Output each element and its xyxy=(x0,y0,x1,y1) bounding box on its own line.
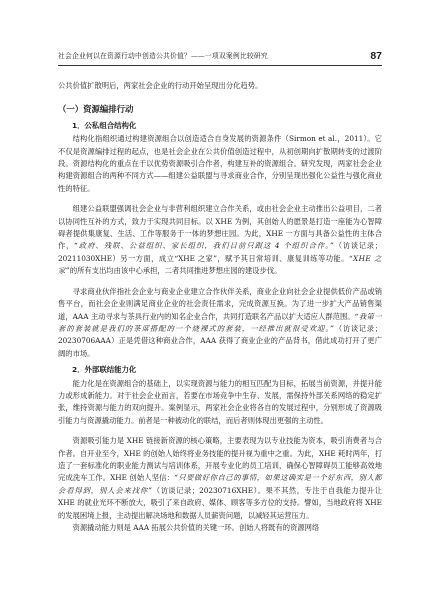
interview-quote: “我第一套的套装就是我们的茶席搭配的一个烧裸式的套装，一经推出就很受欢迎。” xyxy=(58,311,382,333)
paragraph-text: （访谈记录；20211030XHE）另一方面，成立“XHE 之家”，赋予其日常培训、康复训练等功能。 xyxy=(58,241,383,263)
paragraph-business-partner xyxy=(58,286,382,360)
subsection-heading-1: 1．公私组合结构化 xyxy=(72,120,137,130)
subsection-heading-2: 2．外部联结能力化 xyxy=(72,365,137,375)
paragraph-structuring: 结构化指组织通过构建资源组合以创造适合自身发展的资源条件（Sirmon et al.，2011）。它不仅是资源编排过程的起点，也是社会企业在公共价值创造过程中，从初创期向扩散期转变的过渡阶段。资源结构化的重点在于以优势资源吸引合作者，构建互补的资源组合。研究发现，两家社会企业构建资源组合的两种不同方式——组建公益联盟与寻求商业合作，分别呈现出强化公益性与强化商业性的特征。 xyxy=(58,134,382,193)
paragraph-continuation: 公共价值扩散明后，两家社会企业的行动开始呈现出分化趋势。 xyxy=(58,81,263,91)
interview-quote: “只要做好你自己的事情，如果这确实是一个好东西，别人都会看得到，别人会来找你” xyxy=(58,473,382,495)
interview-quote: “政府、残联、公益组织、家长组织，我们目前只跟这 4 个组织合作。” xyxy=(73,241,335,251)
paragraph-capability: 能力化是在资源组合的基础上，以实现资源与能力的相互匹配为目标，拓展当前资源，并提升能力或形成新能力。对于社会企业而言，若要在市场竞争中生存、发展，需保持外部关系网络的稳定扩张，维持资源与能力的双向提升。案例显示，两家社会企业将各自的发展过程中，分别形成了资源吸引能力与资源撬动能力。前者是一种被动化的联结，而后者则体现出更强的主动性。 xyxy=(58,378,382,425)
paragraph-text: 的所有支出均由该中心承担，二者共同推进梦想庄园的建设步伐。 xyxy=(69,266,282,276)
paragraph-text: （访谈记录；20230716XHE）。果不其然，专注于自我能力提升让 XHE 的就业光环不断放大，吸引了来自政府、媒体、顾客等多方位的支持。譬如，当地政府将 XHE 的发展困境上报，主动提出解决场地和数据人员薪资问题，以减轻其运营压力。 xyxy=(58,485,382,520)
paragraph-attraction xyxy=(58,435,382,522)
paragraph-text: 资源吸引能力是 XHE 链接新资源的核心策略，主要表现为以专业技能为资本，吸引消费者与合作者。自开业至今，XHE 的创始人始终将业务技能的提升视为重中之重。为此，XHE 耗时两年，打造了一套标准化的职业能力测试与培训体系，开展专业化的员工培训，确保心智障碍员工能够高效地完成洗车工作。XHE 创始人坚信： xyxy=(58,436,382,483)
paragraph-leverage: 资源撬动能力则是 AAA 拓展公共价值的关键一环。创始人将既有的资源网络 xyxy=(72,523,320,532)
section-heading: （一）资源编排行动 xyxy=(58,103,134,114)
paragraph-text: 寻求商业伙伴指社会企业与商业企业建立合作伙伴关系，商业企业向社会企业提供低价产品或销售平台，而社会企业则满足商业企业的社会责任需求，完成资源互换。为了进一步扩大产品销售渠道，AAA 主动寻求与茶具行业内的知名企业合作，共同打造联名产品以扩大适应人群范围。 xyxy=(58,286,382,321)
paragraph-text: （访谈记录；20230706AAA）正是凭借这种商业合作，AAA 获得了商业企业的产品背书，借此成功打开了更广阔的市场。 xyxy=(58,323,382,358)
running-title: 社会企业何以在资源行动中创造公共价值？——一项双案例比较研究 xyxy=(58,52,268,60)
page-number: 87 xyxy=(370,50,382,62)
paragraph-text: 组建公益联盟强调社会企业与非营利组织建立合作关系，或由社会企业主动推出公益项目，二者以协同性互补的方式，致力于实现共同目标。以 XHE 为例，其创始人的愿景是打造一座能为心智障碍者提供集康复、生活、工作等服务于一体的梦想庄园。为此，XHE 一方面与具备公益性的主体合作， xyxy=(58,204,382,251)
interview-quote: “XHE 之家” xyxy=(58,253,382,276)
paragraph-welfare-alliance xyxy=(58,203,382,277)
running-header xyxy=(58,50,382,66)
